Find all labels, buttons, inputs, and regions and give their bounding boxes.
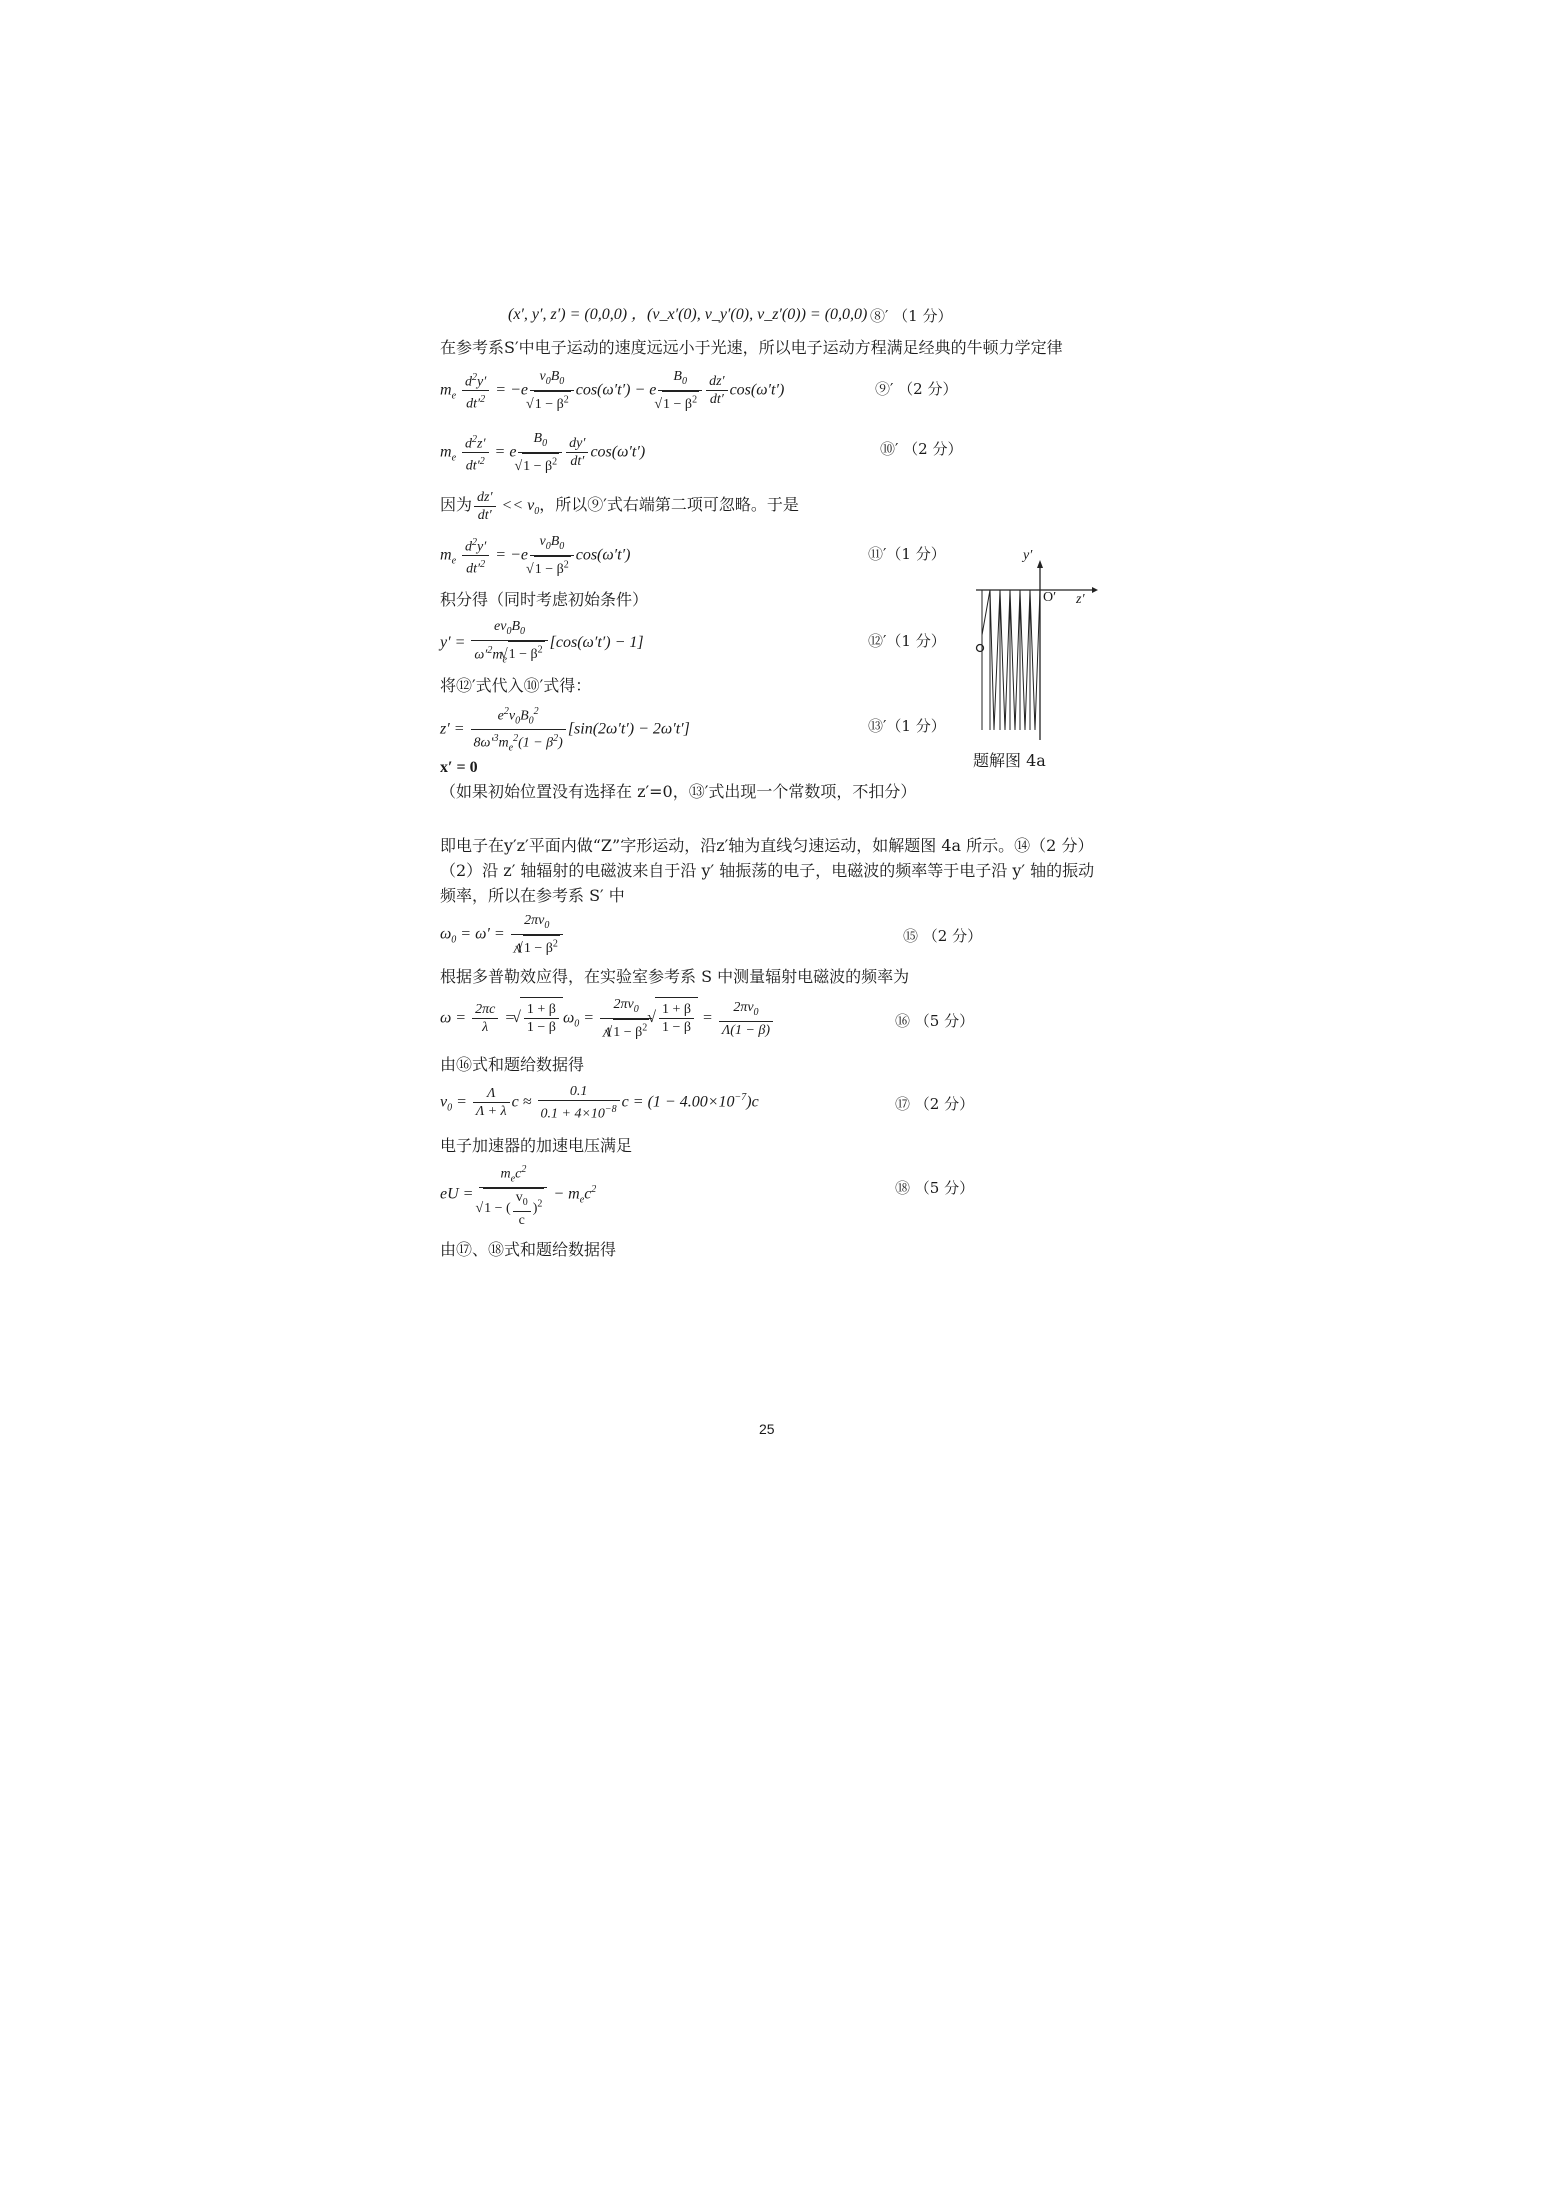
z-axis-arrow [1092,587,1098,593]
zigzag-figure [970,540,1100,755]
x-zero-equation: x′ = 0 [440,759,478,776]
mark-13: ⑬′（1 分） [868,717,946,735]
page-number: 25 [759,1421,775,1437]
equation-10: $m_e$ $\frac{d^2z'}{dt'^2}$ = e $B_0$ √ $1 - \beta^2$ $\frac{dy'}{dt'}$ cos(ω′t′) [440,430,645,476]
paragraph-11: 电子加速器的加速电压满足 [440,1136,633,1155]
paragraph-1: 在参考系S′中电子运动的速度远远小于光速，所以电子运动方程满足经典的牛顿力学定律 [440,338,1063,357]
paragraph-12: 由⑰、⑱式和题给数据得 [440,1240,617,1259]
paragraph-4: 将⑫′式代入⑩′式得： [440,676,592,695]
equation-18: eU = $m_ec^2$ √ 1 − ( $\frac{v_0}{c}$ )$^2$ − $m_ec^2$ [440,1160,596,1231]
paragraph-5: （如果初始位置没有选择在 z′=0，⑬′式出现一个常数项，不扣分） [440,782,917,801]
equation-17: $v_0$ = $\frac{\Lambda}{\Lambda + \lambda}$ c ≈ $\frac{0.1}{0.1 + 4\times 10^{-8}}$ $c = (1 - 4.00\times 10^{-7})c$ [440,1083,759,1122]
figure-z-label: z′ [1076,592,1085,607]
initial-conditions-equation: (x′, y′, z′) = (0,0,0) ，(v_x′(0), v_y′(0), v_z′(0)) = (0,0,0) [508,306,868,323]
mark-17: ⑰ （2 分） [895,1095,975,1113]
equation-16: ω = $\frac{2\pi c}{\lambda}$ = √ $\frac{1 + \beta}{1 - \beta}$ $\omega_0$ = $\frac{2\pi v_0}{\Lambda√ 1 - \beta^2}$ √ $\frac{1 + \beta}{1 - \beta}$ = $\frac{2\pi v_0}{\Lambda(1 - \beta)}$ [440,996,775,1045]
mark-8: ⑧′ （1 分） [870,307,953,325]
figure-origin-label: O′ [1043,590,1057,605]
zigzag-path [982,590,1040,730]
paragraph-6: 即电子在y′z′平面内做“Z”字形运动，沿z′轴为直线匀速运动，如解题图 4a 所示。⑭（2 分） [440,836,1094,855]
paragraph-2: 因为 $\frac{dz'}{dt'}$ << $v_0$，所以⑨′式右端第二项可忽略。于是 [440,489,799,523]
paragraph-7: （2）沿 z′ 轴辐射的电磁波来自于沿 y′ 轴振荡的电子，电磁波的频率等于电子沿 y′ 轴的振动 [440,861,1095,880]
equation-12: y′ = $\frac{ev_0B_0}{\omega'^2m_e√ 1 - \beta^2}$ [cos(ω′t′) − 1] [440,618,644,668]
mark-16: ⑯ （5 分） [895,1012,975,1030]
equation-15: $\omega_0 = \omega'$ = $\frac{2\pi v_0}{\Lambda√ 1 - \beta^2}$ [440,912,565,958]
mark-12: ⑫′（1 分） [868,632,946,650]
mark-9: ⑨′ （2 分） [875,380,958,398]
mark-18: ⑱ （5 分） [895,1179,975,1197]
mark-11: ⑪′（1 分） [868,545,946,563]
paragraph-10: 由⑯式和题给数据得 [440,1055,585,1074]
mark-10: ⑩′ （2 分） [880,440,963,458]
equation-13: z′ = $\frac{e^2v_0B_0^2}{8\omega'^3m_e^2(1 - \beta^2)}$ [sin(2ω′t′) − 2ω′t′] [440,703,690,757]
mark-15: ⑮ （2 分） [903,927,983,945]
equation-11: $m_e$ $\frac{d^2y'}{dt'^2}$ = −e $v_0B_0$ √ $1 - \beta^2$ cos(ω′t′) [440,533,630,579]
paragraph-9: 根据多普勒效应得，在实验室参考系 S 中测量辐射电磁波的频率为 [440,967,910,986]
paragraph-3: 积分得（同时考虑初始条件） [440,590,649,609]
mark-14: ⑭（2 分） [1014,836,1094,855]
equation-9: $m_e$ $\frac{d^2y'}{dt'^2}$ = −e $v_0B_0$ √ $1 - \beta^2$ cos(ω′t′) − e $B_0$ √ $1 - \beta^2$ $\frac{dz'}{dt'}$ cos(ω′t′) [440,368,784,414]
paragraph-8: 频率，所以在参考系 S′ 中 [440,886,625,905]
figure-y-label: y′ [1023,548,1033,563]
figure-caption: 题解图 4a [973,751,1046,770]
y-axis-arrow [1037,560,1043,568]
